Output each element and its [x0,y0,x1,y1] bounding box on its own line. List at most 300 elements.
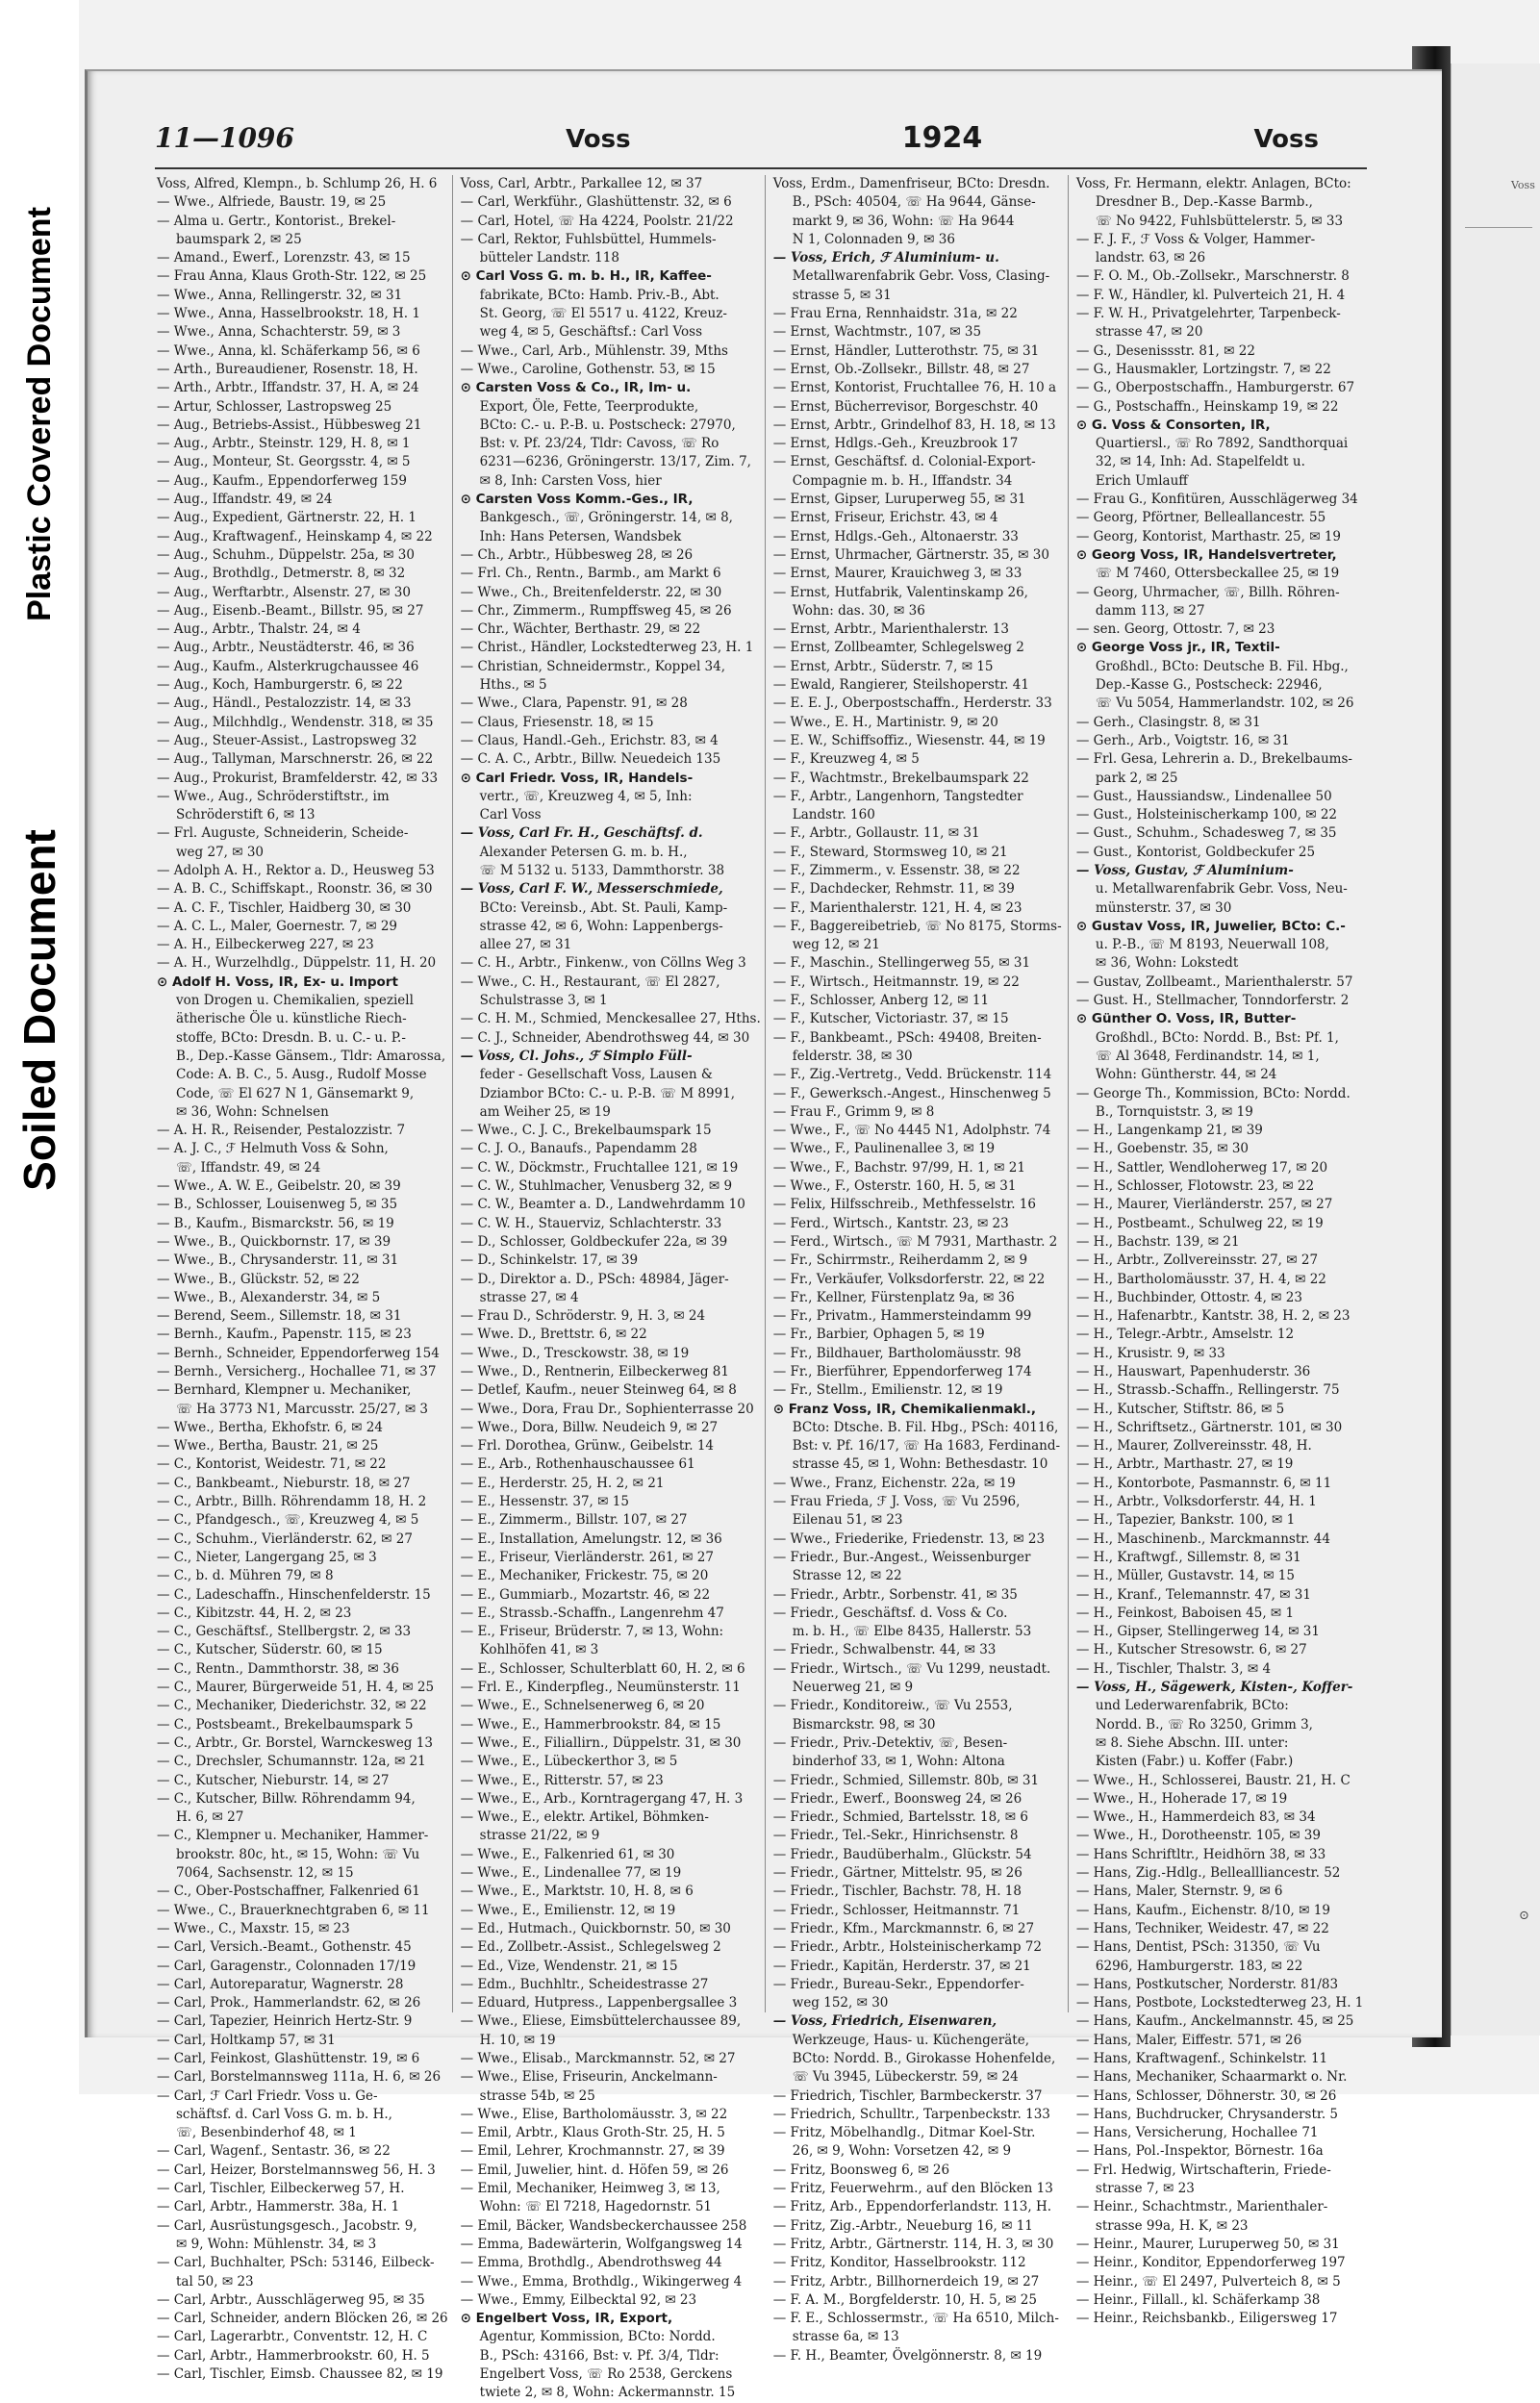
directory-entry: — Wwe., Dora, Billw. Neudeich 9, ✉ 27 [460,1419,719,1435]
directory-entry: — Aug., Expedient, Gärtnerstr. 22, H. 1 [157,510,417,526]
directory-entry: — Wwe., B., Glückstr. 52, ✉ 22 [157,1271,360,1287]
directory-entry: — Frau D., Schröderstr. 9, H. 3, ✉ 24 [460,1308,706,1325]
directory-entry: — Carl, Arbtr., Hammerstr. 38a, H. 1 [157,2199,400,2215]
directory-entry: — C., Mechaniker, Diederichstr. 32, ✉ 22 [157,1698,427,1714]
directory-entry: — D., Schlosser, Goldbeckufer 22a, ✉ 39 [460,1233,728,1250]
directory-entry: — C., Nieter, Langergang 25, ✉ 3 [157,1549,377,1565]
directory-entry: — Hans Schriftltr., Heidhörn 38, ✉ 33 [1075,1846,1326,1862]
directory-entry: — E., Arb., Rothenhauschaussee 61 [460,1456,695,1473]
directory-entry: — Gust., Holsteinischerkamp 100, ✉ 22 [1075,807,1337,823]
directory-entry: — Friedr., Geschäftsf. d. Voss & Co. [772,1605,1008,1621]
directory-entry: strasse 47, ✉ 20 [1095,324,1203,341]
directory-entry: — Wwe., E., Ritterstr. 57, ✉ 23 [460,1772,664,1788]
directory-entry: — A. H., Eilbeckerweg 227, ✉ 23 [157,937,374,953]
directory-entry: — Fritz, Arbtr., Gärtnerstr. 114, H. 3, ✉ 30 [772,2236,1054,2252]
directory-entry: — F., Baggereibetrieb, ☏ No 8175, Storms- [772,918,1062,934]
directory-entry: B., Tornquiststr. 3, ✉ 19 [1095,1103,1253,1120]
adjacent-page-word: Voss [1511,179,1535,191]
directory-entry: — Friedr., Bur.-Angest., Weissenburger [772,1549,1031,1565]
directory-entry: — Hans, Postbote, Lockstedterweg 23, H. 1 [1075,1995,1364,2011]
directory-entry: — Carl, Wagenf., Sentastr. 36, ✉ 22 [157,2143,391,2160]
directory-entry: Code: A. B. C., 5. Ausg., Rudolf Mosse [176,1067,427,1083]
directory-entry: — Georg, Pförtner, Belleallancestr. 55 [1075,510,1326,526]
directory-entry: St. Georg, ☏ El 5517 u. 4122, Kreuz- [479,306,727,322]
directory-entry: — Wwe., Caroline, Gothenstr. 53, ✉ 15 [460,361,716,377]
directory-entry: — Fritz, Möbelhandlg., Ditmar Koel-Str. [772,2125,1036,2141]
directory-entry: — C., Drechsler, Schumannstr. 12a, ✉ 21 [157,1754,426,1770]
directory-entry: — Ed., Vize, Wendenstr. 21, ✉ 15 [460,1958,678,1974]
directory-entry: Schulstrasse 3, ✉ 1 [479,993,608,1009]
directory-entry: — F. E., Schlossermstr., ☏ Ha 6510, Milch- [772,2311,1059,2327]
directory-entry: Voss, Erdm., Damenfriseur, BCto: Dresdn. [772,176,1050,191]
directory-entry: — Wwe. D., Brettstr. 6, ✉ 22 [460,1327,647,1343]
directory-entry: — Aug., Monteur, St. Georgsstr. 4, ✉ 5 [157,454,411,470]
directory-entry: — Carl, Autoreparatur, Wagnerstr. 28 [157,1976,404,1992]
directory-entry: — Friedr., Tischler, Bachstr. 78, H. 18 [772,1884,1022,1900]
directory-entry: — Wwe., F., Osterstr. 160, H. 5, ✉ 31 [772,1178,1017,1195]
directory-entry: — Ernst, Uhrmacher, Gärtnerstr. 35, ✉ 30 [772,546,1049,563]
directory-entry: baumspark 2, ✉ 25 [176,231,302,247]
directory-entry: — Hans, Postkutscher, Norderstr. 81/83 [1075,1976,1339,1992]
directory-entry: — H., Tapezier, Bankstr. 100, ✉ 1 [1075,1512,1296,1529]
directory-entry: — Fritz, Feuerwehrm., auf den Blöcken 13 [772,2181,1053,2197]
directory-entry: — H., Sattler, Wendloherweg 17, ✉ 20 [1075,1159,1328,1176]
directory-entry: — Wwe., E., Arb., Korntragergang 47, H. 3 [460,1790,744,1807]
directory-entry: — Ernst, Arbtr., Grindelhof 83, H. 18, ✉ 13 [772,417,1056,433]
directory-entry: — Aug., Iffandstr. 49, ✉ 24 [157,492,333,508]
page-year: 1924 [901,121,983,155]
directory-entry: — Friedr., Schlosser, Heitmannstr. 71 [772,1902,1021,1918]
directory-entry: — Hans, Mechaniker, Schaarmarkt o. Nr. [1075,2069,1348,2086]
directory-entry: — G., Hausmakler, Lortzingstr. 7, ✉ 22 [1075,361,1331,377]
directory-entry: — F. O. M., Ob.-Zollsekr., Marschnerstr. 8 [1075,268,1350,285]
directory-entry: — H., Krusistr. 9, ✉ 33 [1075,1345,1225,1361]
directory-entry: m. b. H., ☏ Elbe 8435, Hallerstr. 53 [792,1624,1032,1640]
directory-entry: — C., Bankbeamt., Nieburstr. 18, ✉ 27 [157,1475,411,1491]
directory-entry: ✉ 36, Wohn: Lokstedt [1095,955,1239,972]
directory-entry: — Friedr., Gärtner, Mittelstr. 95, ✉ 26 [772,1865,1022,1882]
directory-entry: strasse 27, ✉ 4 [479,1289,579,1305]
directory-entry: — Wwe., H., Dorotheenstr. 105, ✉ 39 [1075,1828,1321,1844]
directory-entry: — Wwe., Anna, kl. Schäferkamp 56, ✉ 6 [157,342,420,359]
directory-entry: — Friedr., Schmied, Bartelsstr. 18, ✉ 6 [772,1809,1028,1826]
directory-entry: — Gust., Kontorist, Goldbeckufer 25 [1075,844,1316,860]
directory-entry: — Aug., Koch, Hamburgerstr. 6, ✉ 22 [157,677,403,694]
directory-entry: — George Th., Kommission, BCto: Nordd. [1075,1085,1351,1101]
directory-entry: am Weiher 25, ✉ 19 [479,1103,611,1120]
directory-entry: 32, ✉ 14, Inh: Ad. Stapelfeldt u. [1095,454,1305,470]
directory-entry: — Wwe., D., Rentnerin, Eilbeckerweg 81 [460,1364,729,1379]
directory-entry: — Wwe., H., Hammerdeich 83, ✉ 34 [1075,1809,1316,1826]
directory-entry: — Eduard, Hutpress., Lappenbergsallee 3 [460,1995,738,2011]
directory-entry: Compagnie m. b. H., Iffandstr. 34 [792,472,1013,489]
directory-entry: — Hans, Kraftwagenf., Schinkelstr. 11 [1075,2050,1328,2066]
directory-entry: — Gust., Haussiandsw., Lindenallee 50 [1075,788,1332,804]
directory-entry: — Fr., Schirrmstr., Reiherdamm 2, ✉ 9 [772,1252,1028,1269]
directory-entry: — H., Goebenstr. 35, ✉ 30 [1075,1141,1250,1157]
directory-entry: — Frau Frieda, ℱ J. Voss, ☏ Vu 2596, [772,1494,1021,1510]
directory-entry: — Aug., Steuer-Assist., Lastropsweg 32 [157,732,417,748]
directory-entry: Hths., ✉ 5 [479,677,547,694]
directory-entry: ⊙ Carsten Voss & Co., IR, Im- u. [460,380,692,396]
directory-entry: — A. C. L., Maler, Goernestr. 7, ✉ 29 [157,918,398,934]
directory-entry: — H., Schlosser, Flotowstr. 23, ✉ 22 [1075,1178,1315,1195]
directory-entry: 7064, Sachsenstr. 12, ✉ 15 [176,1865,354,1882]
directory-entry: — H., Kontorbote, Pasmannstr. 6, ✉ 11 [1075,1475,1332,1491]
directory-entry: — Felix, Hilfsschreib., Methfesselstr. 16 [772,1197,1036,1213]
directory-entry: — Wwe., Eliese, Eimsbüttelerchaussee 89, [460,2013,742,2030]
directory-entry: — F., Maschin., Stellingerweg 55, ✉ 31 [772,955,1031,972]
directory-entry: — Hans, Maler, Sternstr. 9, ✉ 6 [1075,1884,1283,1900]
directory-entry: — H., Hafenarbtr., Kantstr. 38, H. 2, ✉ 23 [1075,1308,1351,1325]
directory-entry: — A. J. C., ℱ Helmuth Voss & Sohn, [157,1141,389,1157]
directory-entry: — Carl, Arbtr., Hammerbrookstr. 60, H. 5 [157,2347,430,2364]
directory-entry: Werkzeuge, Haus- u. Küchengeräte, [792,2032,1030,2048]
directory-entry: — Voss, Gustav, ℱ Aluminium- [1075,862,1294,878]
directory-entry: — Carl, ℱ Carl Friedr. Voss u. Ge- [157,2087,378,2104]
directory-entry: — F., Schlosser, Anberg 12, ✉ 11 [772,993,990,1009]
directory-entry: — Fr., Bierführer, Eppendorferweg 174 [772,1364,1032,1379]
directory-entry: — Friedr., Kapitän, Herderstr. 37, ✉ 21 [772,1958,1031,1974]
directory-entry: weg 4, ✉ 5, Geschäftsf.: Carl Voss [479,324,703,341]
directory-entry: — Aug., Prokurist, Bramfelderstr. 42, ✉ 33 [157,770,439,786]
directory-entry: Kohlhöfen 41, ✉ 3 [479,1642,599,1658]
directory-entry: — Wwe., F., ☏ No 4445 N1, Adolphstr. 74 [772,1123,1051,1139]
directory-entry: — Heinr., Fillall., kl. Schäferkamp 38 [1075,2291,1321,2308]
directory-entry: Bst: v. Pf. 23/24, Tldr: Cavoss, ☏ Ro [479,436,720,452]
directory-entry: — Friedr., Ewerf., Boonsweg 24, ✉ 26 [772,1790,1022,1807]
directory-entry: — Aug., Arbtr., Neustädterstr. 46, ✉ 36 [157,640,415,656]
directory-entry: — Ernst, Friseur, Erichstr. 43, ✉ 4 [772,510,998,526]
directory-entry: — Ernst, Hdlgs.-Geh., Altonaerstr. 33 [772,528,1019,544]
directory-entry: — Friedr., Baudüberhalm., Glückstr. 54 [772,1846,1032,1862]
directory-entry: — C. W. H., Stauerviz, Schlachterstr. 33 [460,1215,722,1231]
directory-entry: — Ernst, Händler, Lutterothstr. 75, ✉ 31 [772,342,1040,359]
directory-entry: — Ernst, Arbtr., Süderstr. 7, ✉ 15 [772,658,994,674]
directory-entry: — E., Schlosser, Schulterblatt 60, H. 2, ✉ 6 [460,1660,745,1677]
directory-entry: — Fritz, Konditor, Hasselbrookstr. 112 [772,2255,1026,2271]
soiled-document-label: Soiled Document [14,829,64,1191]
directory-entry: — Gerh., Arb., Voigtstr. 16, ✉ 31 [1075,732,1290,748]
directory-entry: twiete 2, ✉ 8, Wohn: Ackermannstr. 15 [479,2385,736,2401]
directory-entry: ⊙ Carsten Voss Komm.-Ges., IR, [460,492,694,508]
directory-entry: — F. A. M., Borgfelderstr. 10, H. 5, ✉ 25 [772,2291,1037,2308]
directory-entry: Bismarckstr. 98, ✉ 30 [792,1716,936,1733]
directory-entry: — Fr., Kellner, Fürstenplatz 9a, ✉ 36 [772,1289,1015,1305]
directory-entry: schäftsf. d. Carl Voss G. m. b. H., [176,2106,392,2122]
directory-entry: — Fr., Barbier, Ophagen 5, ✉ 19 [772,1327,985,1343]
directory-entry: — Edm., Buchhltr., Scheidestrasse 27 [460,1976,709,1992]
directory-entry: Dresdner B., Dep.-Kasse Barmb., [1095,194,1313,211]
directory-entry: — Carl, Tischler, Eimsb. Chaussee 82, ✉ 19 [157,2366,443,2383]
directory-entry: — Carl, Tapezier, Heinrich Hertz-Str. 9 [157,2013,413,2030]
directory-entry: ⊙ Georg Voss, IR, Handelsvertreter, [1075,546,1337,563]
directory-entry: — Carl, Garagenstr., Colonnaden 17/19 [157,1958,417,1974]
directory-entry: ⊙ G. Voss & Consorten, IR, [1075,417,1271,433]
directory-entry: — F., Arbtr., Gollaustr. 11, ✉ 31 [772,825,980,842]
directory-entry: — Fritz, Arb., Eppendorferlandstr. 113, H. [772,2199,1052,2215]
directory-entry: — Voss, Cl. Johs., ℱ Simplo Füll- [460,1048,693,1064]
plastic-covered-label: Plastic Covered Document [20,206,58,621]
directory-entry: allee 27, ✉ 31 [479,937,572,953]
plastic-covered-label-box [0,144,79,683]
directory-entry: — Heinr., Konditor, Eppendorferweg 197 [1075,2255,1346,2271]
directory-entry: markt 9, ✉ 36, Wohn: ☏ Ha 9644 [792,213,1015,229]
directory-entry: — Voss, H., Sägewerk, Kisten-, Koffer- [1075,1680,1353,1696]
directory-entry: BCto: Dtsche. B. Fil. Hbg., PSch: 40116, [792,1419,1059,1435]
header-rule [155,167,1367,169]
page-number: 11—1096 [155,122,294,154]
directory-entry: — Wwe., E. H., Martinistr. 9, ✉ 20 [772,714,998,730]
directory-entry: — E., Mechaniker, Frickestr. 75, ✉ 20 [460,1568,709,1584]
directory-entry: — F. W. H., Privatgelehrter, Tarpenbeck- [1075,306,1341,322]
page-header [155,121,1319,164]
directory-entry: — C., Klempner u. Mechaniker, Hammer- [157,1828,429,1844]
directory-entry: und Lederwarenfabrik, BCto: [1095,1698,1289,1714]
directory-entry: — Heinr., ☏ El 2497, Pulverteich 8, ✉ 5 [1075,2273,1341,2289]
directory-entry: — H., Strassb.-Schaffn., Rellingerstr. 75 [1075,1382,1340,1399]
directory-entry: — C., b. d. Mühren 79, ✉ 8 [157,1568,334,1584]
directory-entry: — Wwe., B., Alexanderstr. 34, ✉ 5 [157,1289,381,1305]
directory-entry: ☏ Vu 3945, Lübeckerstr. 59, ✉ 24 [792,2069,1019,2086]
directory-entry: — Aug., Kaufm., Eppendorferweg 159 [157,472,407,489]
directory-entry: — H., Telegr.-Arbtr., Amselstr. 12 [1075,1327,1295,1343]
directory-entry: von Drogen u. Chemikalien, speziell [176,993,414,1009]
directory-entry: — H., Maurer, Vierländerstr. 257, ✉ 27 [1075,1197,1333,1213]
directory-entry: B., PSch: 43166, Bst: v. Pf. 3/4, Tldr: [479,2347,720,2364]
adjacent-page-line [1465,227,1532,228]
directory-entry: — Hans, Zig.-Hdlg., Belleallliancestr. 52 [1075,1865,1341,1882]
directory-entry: Nordd. B., ☏ Ro 3250, Grimm 3, [1095,1716,1313,1733]
directory-entry: — Voss, Carl Fr. H., Geschäftsf. d. [460,825,703,842]
directory-entry: ☏ M 7460, Ottersbeckallee 25, ✉ 19 [1095,566,1340,582]
directory-entry: — Friedr., Kfm., Marckmannstr. 6, ✉ 27 [772,1920,1035,1936]
directory-entry: — C., Maurer, Bürgerweide 51, H. 4, ✉ 25 [157,1680,435,1696]
side-margin [0,0,79,2094]
directory-entry: Code, ☏ El 627 N 1, Gänsemarkt 9, [176,1085,415,1101]
directory-entry: — Adolph A. H., Rektor a. D., Heusweg 53 [157,862,435,878]
directory-entry: — E. E. J., Oberpostschaffn., Herderstr. 33 [772,696,1052,712]
directory-entry: tal 50, ✉ 23 [176,2273,254,2289]
directory-column-4 [1075,175,1371,2327]
directory-entry: — Voss, Carl F. W., Messerschmiede, [460,881,723,898]
directory-entry: — Carl, Heizer, Borstelmannsweg 56, H. 3 [157,2162,436,2178]
directory-entry: ⊙ Adolf H. Voss, IR, Ex- u. Import [157,974,398,990]
directory-entry: — Hans, Schlosser, Döhnerstr. 30, ✉ 26 [1075,2087,1337,2104]
directory-entry: — Carl, Tischler, Eilbeckerweg 57, H. [157,2181,405,2197]
directory-entry: — D., Schinkelstr. 17, ✉ 39 [460,1252,639,1269]
directory-entry: — H., Maschinenb., Marckmannstr. 44 [1075,1530,1330,1547]
directory-entry: — Wwe., E., Lindenallee 77, ✉ 19 [460,1865,682,1882]
directory-entry: Strasse 12, ✉ 22 [792,1568,902,1584]
soiled-document-label-box [0,741,79,1279]
directory-entry: — H., Kutscher, Stiftstr. 86, ✉ 5 [1075,1401,1285,1417]
directory-entry: — Friedr., Tel.-Sekr., Hinrichsenstr. 8 [772,1828,1019,1844]
directory-entry: H. 10, ✉ 19 [479,2032,556,2048]
directory-entry: — Ernst, Zollbeamter, Schlegelsweg 2 [772,640,1024,656]
directory-entry: — Wwe., Aug., Schröderstiftstr., im [157,788,390,804]
directory-entry: — Wwe., Dora, Frau Dr., Sophienterrasse 20 [460,1401,754,1417]
directory-entry: — Berend, Seem., Sillemstr. 18, ✉ 31 [157,1308,402,1325]
directory-entry: — Voss, Friedrich, Eisenwaren, [772,2013,997,2030]
directory-entry: ✉ 8. Siehe Abschn. III. unter: [1095,1734,1289,1751]
directory-entry: — Carl, Prok., Hammerlandstr. 62, ✉ 26 [157,1995,421,2011]
directory-entry: — F. J. F., ℱ Voss & Volger, Hammer- [1075,231,1316,247]
directory-entry: — Friedr., Arbtr., Holsteinischerkamp 72 [772,1939,1042,1956]
directory-entry: — F., Gewerksch.-Angest., Hinschenweg 5 [772,1085,1051,1101]
directory-entry: — E., Friseur, Vierländerstr. 261, ✉ 27 [460,1549,714,1565]
directory-entry: — Wwe., E., Falkenried 61, ✉ 30 [460,1846,675,1862]
directory-entry: — Aug., Kraftwagenf., Heinskamp 4, ✉ 22 [157,528,433,544]
directory-entry: strasse 99a, H. K, ✉ 23 [1095,2217,1249,2234]
directory-entry: — Ernst, Maurer, Krauichweg 3, ✉ 33 [772,566,1022,582]
directory-columns [157,175,1371,2401]
directory-entry: strasse 7, ✉ 23 [1095,2181,1195,2197]
directory-entry: — C. H. M., Schmied, Menckesallee 27, Hths. [460,1011,761,1027]
directory-entry: — Friedr., Priv.-Detektiv, ☏, Besen- [772,1734,1008,1751]
directory-entry: — Wwe., Franz, Eichenstr. 22a, ✉ 19 [772,1475,1016,1491]
directory-entry: — Detlef, Kaufm., neuer Steinweg 64, ✉ 8 [460,1382,737,1399]
directory-entry: — Carl, Borstelmannsweg 111a, H. 6, ✉ 26 [157,2069,442,2086]
directory-entry: — Claus, Friesenstr. 18, ✉ 15 [460,714,654,730]
directory-entry: — C., Ober-Postschaffner, Falkenried 61 [157,1884,420,1900]
directory-entry: — Wwe., Elisab., Marckmannstr. 52, ✉ 27 [460,2050,736,2066]
directory-entry: — Ed., Zollbetr.-Assist., Schlegelsweg 2 [460,1939,721,1956]
directory-entry: Voss, Alfred, Klempn., b. Schlump 26, H. 6 [157,176,438,191]
directory-entry: Agentur, Kommission, BCto: Nordd. [479,2329,716,2345]
directory-entry: — Alma u. Gertr., Kontorist., Brekel- [157,213,396,229]
directory-entry: ☏, Iffandstr. 49, ✉ 24 [176,1159,321,1176]
directory-entry: — E., Gummiarb., Mozartstr. 46, ✉ 22 [460,1586,711,1603]
directory-entry: — F., Wirtsch., Heitmannstr. 19, ✉ 22 [772,974,1020,990]
directory-entry: Engelbert Voss, ☏ Ro 2538, Gerckens [479,2366,733,2383]
directory-entry: strasse 45, ✉ 1, Wohn: Bethesdastr. 10 [792,1456,1048,1473]
directory-entry: — Wwe., E., Marktstr. 10, H. 8, ✉ 6 [460,1884,694,1900]
directory-entry: münsterstr. 37, ✉ 30 [1095,899,1232,916]
directory-entry: — Bernhard, Klempner u. Mechaniker, [157,1382,412,1399]
directory-entry: — Ferd., Wirtsch., Kantstr. 23, ✉ 23 [772,1215,1009,1231]
directory-entry: Wohn: ☏ El 7218, Hagedornstr. 51 [479,2199,713,2215]
directory-entry: — C., Ladeschaffn., Hinschenfelderstr. 15 [157,1586,431,1603]
directory-entry: BCto: Nordd. B., Girokasse Hohenfelde, [792,2050,1056,2066]
directory-entry: — C. W., Beamter a. D., Landwehrdamm 10 [460,1197,745,1213]
adjacent-page-edge [1451,63,1540,2036]
directory-entry: — Ferd., Wirtsch., ☏ M 7931, Marthastr. 2 [772,1233,1058,1250]
directory-entry: — F., Wachtmstr., Brekelbaumspark 22 [772,770,1029,786]
directory-entry: — Hans, Techniker, Weidestr. 47, ✉ 22 [1075,1920,1329,1936]
directory-entry: felderstr. 38, ✉ 30 [792,1048,913,1064]
directory-entry: — D., Direktor a. D., PSch: 48984, Jäger- [460,1271,729,1287]
directory-entry: feder - Gesellschaft Voss, Lausen & [479,1067,713,1083]
directory-entry: — Wwe., E., Schnelsenerweg 6, ✉ 20 [460,1698,705,1714]
directory-entry: — Wwe., A. W. E., Geibelstr. 20, ✉ 39 [157,1178,401,1195]
directory-entry: Wohn: Güntherstr. 44, ✉ 24 [1095,1067,1277,1083]
directory-entry: — Carl, Hotel, ☏ Ha 4224, Poolstr. 21/22 [460,213,734,229]
directory-entry: H. 6, ✉ 27 [176,1809,244,1826]
directory-entry: Schröderstift 6, ✉ 13 [176,807,316,823]
directory-entry: — Aug., Kaufm., Alsterkrugchaussee 46 [157,658,419,674]
directory-entry: — H., Müller, Gustavstr. 14, ✉ 15 [1075,1568,1295,1584]
directory-entry: — Friedrich, Tischler, Barmbeckerstr. 37 [772,2087,1043,2104]
directory-entry: N 1, Colonnaden 9, ✉ 36 [792,231,955,247]
directory-entry: — Aug., Brothdlg., Detmerstr. 8, ✉ 32 [157,566,406,582]
directory-entry: — C. J., Schneider, Abendrothsweg 44, ✉ 30 [460,1029,750,1046]
directory-entry: — E., Strassb.-Schaffn., Langenrehm 47 [460,1605,724,1621]
directory-entry: Eilenau 51, ✉ 23 [792,1512,903,1529]
directory-entry: — H., Langenkamp 21, ✉ 39 [1075,1123,1263,1139]
directory-entry: — Carl, Lagerarbtr., Conventstr. 12, H. C [157,2329,428,2345]
directory-entry: — Ernst, Kontorist, Fruchtallee 76, H. 10 a [772,380,1057,396]
directory-entry: ✉ 8, Inh: Carsten Voss, hier [479,472,662,489]
directory-entry: vertr., ☏, Kreuzweg 4, ✉ 5, Inh: [479,788,693,804]
directory-entry: 6296, Hamburgerstr. 183, ✉ 22 [1095,1958,1303,1974]
directory-entry: — G., Desenissstr. 81, ✉ 22 [1075,342,1255,359]
directory-entry: — C., Arbtr., Gr. Borstel, Warnckesweg 13 [157,1734,433,1751]
directory-entry: — Wwe., B., Quickbornstr. 17, ✉ 39 [157,1233,391,1250]
directory-entry: — Arth., Arbtr., Iffandstr. 37, H. A, ✉ 24 [157,380,419,396]
directory-entry: — Fr., Verkäufer, Volksdorferstr. 22, ✉ 22 [772,1271,1046,1287]
directory-entry: ⊙ Gustav Voss, IR, Juwelier, BCto: C.- [1075,918,1346,934]
directory-entry: — F., Arbtr., Langenhorn, Tangstedter [772,788,1023,804]
directory-entry: — Wwe., C. J. C., Brekelbaumspark 15 [460,1123,712,1139]
directory-page [85,69,1442,2401]
directory-entry: — Ernst, Gipser, Luruperweg 55, ✉ 31 [772,492,1026,508]
directory-entry: — Bernh., Versicherg., Hochallee 71, ✉ 37 [157,1364,437,1379]
directory-entry: — Wwe., H., Schlosserei, Baustr. 21, H. C [1075,1772,1351,1788]
directory-entry: — E., Friseur, Brüderstr. 7, ✉ 13, Wohn: [460,1624,724,1640]
directory-entry: — H., Schriftsetz., Gärtnerstr. 101, ✉ 30 [1075,1419,1343,1435]
directory-entry: Dziambor BCto: C.- u. P.-B. ☏ M 8991, [479,1085,736,1101]
directory-entry: — Carl, Schneider, andern Blöcken 26, ✉ 26 [157,2311,448,2327]
directory-entry: — Carl, Rektor, Fuhlsbüttel, Hummels- [460,231,717,247]
directory-entry: — F., Bankbeamt., PSch: 49408, Breiten- [772,1029,1042,1046]
directory-entry: — Fr., Stellm., Emilienstr. 12, ✉ 19 [772,1382,1003,1399]
directory-entry: — Wwe., Carl, Arb., Mühlenstr. 39, Mths [460,342,728,359]
directory-entry: — Emil, Arbtr., Klaus Groth-Str. 25, H. 5 [460,2125,725,2141]
directory-entry: — Wwe., Emmy, Eilbecktal 92, ✉ 23 [460,2291,697,2308]
directory-entry: stoffe, BCto: Dresdn. B. u. C.- u. P.- [176,1029,406,1046]
directory-entry: — Wwe., C., Maxstr. 15, ✉ 23 [157,1920,350,1936]
directory-entry: — Gust., Schuhm., Schadesweg 7, ✉ 35 [1075,825,1337,842]
directory-entry: Metallwarenfabrik Gebr. Voss, Clasing- [792,268,1050,285]
directory-entry: — H., Hauswart, Papenhuderstr. 36 [1075,1364,1311,1379]
directory-entry: — Fritz, Arbtr., Billhornerdeich 19, ✉ 27 [772,2273,1040,2289]
directory-entry: — Hans, Pol.-Inspektor, Börnestr. 16a [1075,2143,1324,2160]
directory-entry: — Aug., Milchhdlg., Wendenstr. 318, ✉ 35 [157,714,434,730]
directory-entry: — H., Postbeamt., Schulweg 22, ✉ 19 [1075,1215,1324,1231]
directory-entry: — Aug., Tallyman, Marschnerstr. 26, ✉ 22 [157,751,434,768]
directory-entry: — Carl, Arbtr., Ausschlägerweg 95, ✉ 35 [157,2291,425,2308]
directory-entry: — E. W., Schiffsoffiz., Wiesenstr. 44, ✉ 19 [772,732,1046,748]
directory-entry: — B., Kaufm., Bismarckstr. 56, ✉ 19 [157,1215,394,1231]
directory-entry: — Arth., Bureaudiener, Rosenstr. 18, H. [157,361,418,377]
directory-entry: — Wwe., B., Chrysanderstr. 11, ✉ 31 [157,1252,399,1269]
directory-entry: brookstr. 80c, ht., ✉ 15, Wohn: ☏ Vu [176,1846,420,1862]
directory-entry: — Frau F., Grimm 9, ✉ 8 [772,1103,935,1120]
directory-entry: — Fr., Bildhauer, Bartholomäusstr. 98 [772,1345,1022,1361]
directory-entry: ☏, Besenbinderhof 48, ✉ 1 [176,2125,357,2141]
directory-entry: — C., Rentn., Dammthorstr. 38, ✉ 36 [157,1660,399,1677]
directory-entry: — C. W., Stuhlmacher, Venusberg 32, ✉ 9 [460,1178,733,1195]
directory-entry: — C., Schuhm., Vierländerstr. 62, ✉ 27 [157,1530,413,1547]
directory-entry: Voss, Carl, Arbtr., Parkallee 12, ✉ 37 [460,176,703,191]
directory-entry: — Ernst, Bücherrevisor, Borgeschstr. 40 [772,398,1039,415]
directory-entry: — Emma, Badewärterin, Wolfgangsweg 14 [460,2236,743,2252]
directory-entry: ✉ 36, Wohn: Schnelsen [176,1103,329,1120]
directory-entry: Kisten (Fabr.) u. Koffer (Fabr.) [1095,1754,1294,1770]
directory-entry: — H., Bartholomäusstr. 37, H. 4, ✉ 22 [1075,1271,1326,1287]
directory-entry: — Wwe., D., Tresckowstr. 38, ✉ 19 [460,1345,690,1361]
